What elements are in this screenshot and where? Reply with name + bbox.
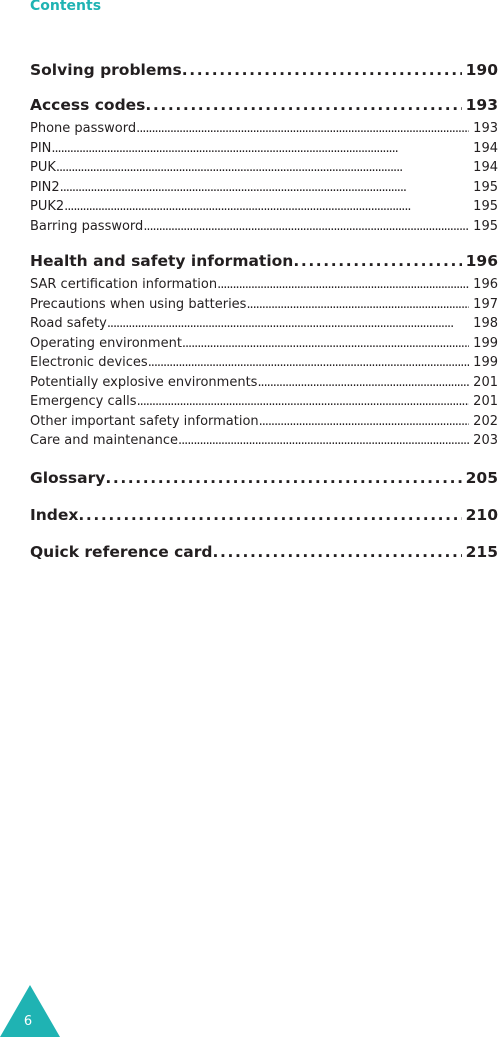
toc-subentry-pin[interactable]: [30, 139, 498, 159]
toc-entry-title: Operating environment: [30, 335, 182, 351]
toc-entry-title: PUK2: [30, 199, 65, 214]
toc-entry-page: 190: [465, 61, 498, 79]
toc-entry-page: 196: [473, 277, 498, 292]
toc-entry-title: Health and safety information: [30, 252, 294, 270]
toc-entry-page: 195: [473, 179, 498, 195]
toc-entry-title: Barring password: [30, 218, 144, 234]
toc-entry-title: Road safety: [30, 316, 107, 331]
toc-entry-page: 199: [473, 355, 498, 370]
page-number: 6: [23, 1014, 33, 1029]
page-tab-triangle: [0, 985, 60, 1037]
toc-entry-page: 195: [473, 218, 498, 234]
dot-leader: [137, 392, 470, 412]
toc-subentry-barring-password[interactable]: [30, 217, 498, 237]
toc-entry-title: Quick reference card: [30, 542, 213, 561]
toc-subentry-explosive-environments[interactable]: [30, 373, 498, 393]
toc-entry-page: 199: [473, 335, 498, 351]
toc-entry-title: Access codes: [30, 96, 146, 114]
toc-entry-page: 210: [465, 505, 498, 524]
toc-entry-title: Precautions when using batteries: [30, 296, 247, 312]
toc-entry-page: 201: [473, 394, 498, 409]
toc-subentry-pin2[interactable]: [30, 178, 498, 198]
dot-leader: [56, 158, 469, 178]
toc-entry-page: 197: [473, 296, 498, 312]
toc-entry-page: 194: [473, 160, 498, 175]
dot-leader: [64, 197, 469, 217]
dot-leader: [213, 542, 462, 562]
table-of-contents: [30, 60, 498, 562]
dot-leader: [148, 353, 469, 373]
dot-leader: [143, 217, 469, 237]
toc-subentry-puk[interactable]: [30, 158, 498, 178]
dot-leader: [293, 251, 461, 271]
dot-leader: [78, 505, 461, 525]
toc-entry-page: 198: [473, 316, 498, 331]
toc-subentry-emergency-calls[interactable]: [30, 392, 498, 412]
toc-entry-page: 193: [473, 121, 498, 136]
page-number-tab: [0, 985, 60, 1037]
toc-entry-title: PIN2: [30, 179, 60, 195]
toc-entry-page: 203: [473, 433, 498, 448]
toc-entry-title: Emergency calls: [30, 394, 137, 409]
toc-entry-page: 196: [465, 252, 498, 270]
toc-entry-title: SAR certification information: [30, 277, 218, 292]
toc-entry-page: 194: [473, 140, 498, 156]
toc-subentry-other-safety-info[interactable]: [30, 412, 498, 432]
toc-entry-glossary[interactable]: [30, 468, 498, 488]
toc-entry-page: 202: [473, 413, 498, 429]
dot-leader: [107, 314, 469, 334]
toc-entry-title: Index: [30, 505, 79, 524]
toc-entry-title: PUK: [30, 160, 56, 175]
toc-entry-solving-problems[interactable]: [30, 60, 498, 80]
toc-subentry-phone-password[interactable]: [30, 119, 498, 139]
dot-leader: [182, 334, 469, 354]
toc-entry-title: Care and maintenance: [30, 433, 178, 448]
toc-entry-page: 193: [465, 96, 498, 114]
dot-leader: [51, 139, 469, 159]
toc-entry-index[interactable]: [30, 505, 498, 525]
toc-entry-quick-reference-card[interactable]: [30, 542, 498, 562]
dot-leader: [145, 95, 461, 115]
dot-leader: [182, 60, 462, 80]
toc-subentry-electronic-devices[interactable]: [30, 353, 498, 373]
dot-leader: [178, 431, 469, 451]
toc-entry-page: 215: [465, 542, 498, 561]
dot-leader: [259, 412, 470, 432]
toc-subentry-sar-certification[interactable]: [30, 275, 498, 295]
toc-subentry-battery-precautions[interactable]: [30, 295, 498, 315]
toc-subentry-care-maintenance[interactable]: [30, 431, 498, 451]
toc-entry-access-codes[interactable]: [30, 95, 498, 115]
toc-entry-title: PIN: [30, 140, 52, 156]
toc-subentry-puk2[interactable]: [30, 197, 498, 217]
toc-entry-page: 201: [473, 374, 498, 390]
toc-entry-page: 205: [465, 468, 498, 487]
toc-entry-page: 195: [473, 199, 498, 214]
dot-leader: [217, 275, 469, 295]
toc-entry-title: Solving problems: [30, 61, 182, 79]
dot-leader: [105, 468, 461, 488]
dot-leader: [136, 119, 469, 139]
toc-entry-title: Electronic devices: [30, 355, 148, 370]
toc-entry-title: Other important safety information: [30, 413, 259, 429]
running-header: Contents: [30, 0, 102, 14]
toc-entry-title: Phone password: [30, 121, 137, 136]
toc-subentry-road-safety[interactable]: [30, 314, 498, 334]
dot-leader: [60, 178, 470, 198]
toc-entry-health-safety[interactable]: [30, 251, 498, 271]
toc-entry-title: Glossary: [30, 468, 106, 487]
dot-leader: [257, 373, 469, 393]
toc-entry-title: Potentially explosive environments: [30, 374, 258, 390]
toc-subentry-operating-environment[interactable]: [30, 334, 498, 354]
dot-leader: [246, 295, 469, 315]
